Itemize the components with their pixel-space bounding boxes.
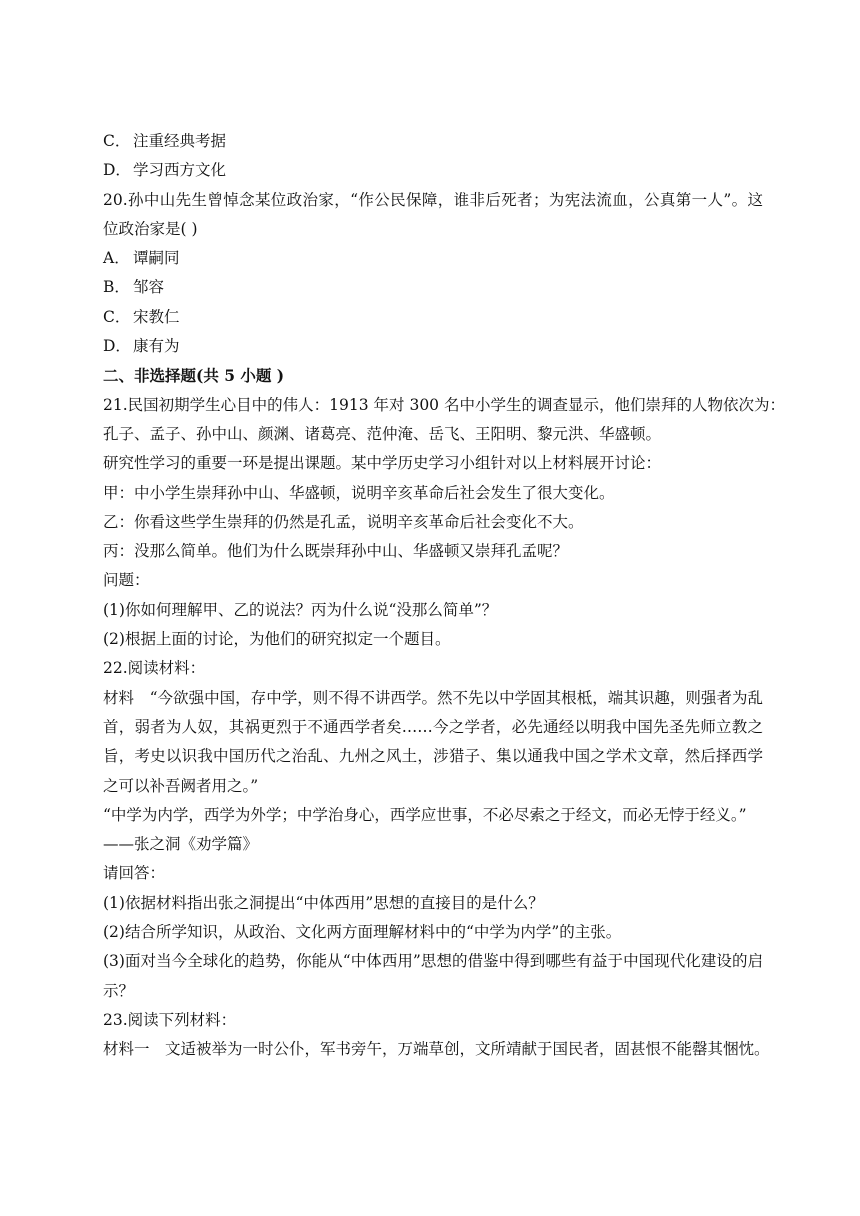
option-text: 宋教仁 bbox=[133, 307, 180, 326]
q19-option-d bbox=[103, 156, 763, 185]
q20-option-a bbox=[103, 244, 763, 273]
q21-statement-yi: 乙：你看这些学生崇拜的仍然是孔孟，说明辛亥革命后社会变化不大。 bbox=[103, 512, 584, 531]
option-text: 康有为 bbox=[133, 337, 180, 356]
option-letter: A． bbox=[103, 249, 130, 268]
q22-material: 材料 “今欲强中国，存中学，则不得不讲西学。然不先以中学固其根柢，端其识趣，则强者为乱首，弱者为人奴，其祸更烈于不通西学者矣……今之学者，必先通经以明我中国先圣先师立教之旨，考史以识我中国历代之治乱、九州之风土，涉猎子、集以通我中国之学术文章，然后择西学之可以补吾阙者用之。” bbox=[103, 688, 763, 795]
q21-statement-bing: 丙：没那么简单。他们为什么既崇拜孙中山、华盛顿又崇拜孔孟呢？ bbox=[103, 542, 569, 561]
option-text: 邹容 bbox=[133, 278, 165, 297]
option-letter: C． bbox=[103, 307, 131, 326]
option-letter: D． bbox=[103, 161, 131, 180]
option-text: 谭嗣同 bbox=[133, 249, 180, 268]
q19-option-c bbox=[103, 127, 763, 156]
q21-question-label: 问题： bbox=[103, 571, 150, 590]
option-letter: C． bbox=[103, 132, 131, 150]
q22-subquestion-2: (2)结合所学知识，从政治、文化两方面理解材料中的“中学为内学”的主张。 bbox=[103, 923, 622, 942]
q22-source: ——张之洞《劝学篇》 bbox=[103, 835, 259, 854]
q22-stem: 22.阅读材料： bbox=[103, 659, 206, 678]
q21-intro: 研究性学习的重要一环是提出课题。某中学历史学习小组针对以上材料展开讨论： bbox=[103, 454, 662, 473]
option-text: 学习西方文化 bbox=[133, 161, 227, 180]
q21-statement-jia: 甲：中小学生崇拜孙中山、华盛顿，说明辛亥革命后社会发生了很大变化。 bbox=[103, 483, 615, 502]
q23-stem: 23.阅读下列材料： bbox=[103, 1010, 237, 1029]
q23-material-1: 材料一 文适被举为一时公仆，军书旁午，万端草创，文所靖献于国民者，固甚恨不能罄其悃忱。 bbox=[103, 1040, 770, 1059]
q20-option-c bbox=[103, 303, 763, 332]
section-heading: 二、非选择题(共 5 小题 ) bbox=[103, 366, 285, 386]
q22-subquestion-1: (1)依据材料指出张之洞提出“中体西用”思想的直接目的是什么？ bbox=[103, 893, 544, 912]
q20-option-d bbox=[103, 332, 763, 361]
q21-subquestion-1: (1)你如何理解甲、乙的说法？丙为什么说“没那么简单”？ bbox=[103, 600, 498, 619]
option-letter: D． bbox=[103, 337, 131, 356]
q21-subquestion-2: (2)根据上面的讨论，为他们的研究拟定一个题目。 bbox=[103, 630, 451, 649]
q22-answer-label: 请回答： bbox=[103, 864, 166, 883]
document-page bbox=[103, 127, 785, 1065]
q20-stem: 20.孙中山先生曾悼念某位政治家，“作公民保障，谁非后死者；为宪法流血，公真第一人”。这位政治家是( ) bbox=[103, 190, 763, 238]
q20-option-b bbox=[103, 273, 763, 302]
option-letter: B． bbox=[103, 278, 130, 297]
q22-subquestion-3: (3)面对当今全球化的趋势，你能从“中体西用”思想的借鉴中得到哪些有益于中国现代化建设的启示？ bbox=[103, 952, 763, 1000]
q22-quote: “中学为内学，西学为外学；中学治身心，西学应世事，不必尽索之于经文，而必无悖于经义。” bbox=[103, 805, 747, 824]
q21-stem-line2: 孔子、孟子、孙中山、颜渊、诸葛亮、范仲淹、岳飞、王阳明、黎元洪、华盛顿。 bbox=[103, 424, 662, 443]
q21-stem-line1: 21.民国初期学生心目中的伟人：1913 年对 300 名中小学生的调查显示，他们崇拜的人物依次为： bbox=[103, 395, 785, 414]
option-text: 注重经典考据 bbox=[133, 132, 227, 150]
